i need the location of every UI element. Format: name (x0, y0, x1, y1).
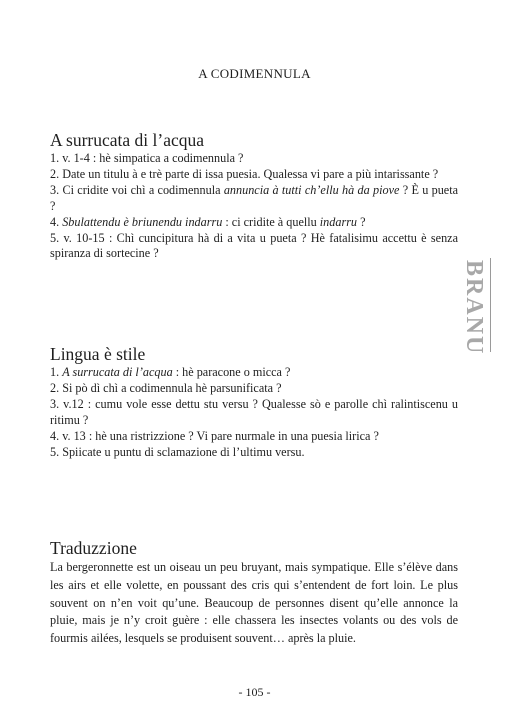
section-traduzzione (50, 538, 458, 648)
question-3: 3. v.12 : cumu vole esse dettu stu versu ? Qualesse sò e parolle chì ralintiscenu u ritimu ? (50, 396, 458, 427)
question-5: 5. Spiicate u puntu di sclamazione di l’ultimu versu. (50, 444, 305, 459)
question-4: 4. v. 13 : hè una ristrizzione ? Vi pare nurmale in una puesia lirica ? (50, 428, 379, 443)
section-heading: A surrucata di l’acqua (50, 130, 205, 150)
section-surrucata (50, 130, 458, 262)
question-4: 4. Sbulattendu è briunendu indarru : ci cridite à quellu indarru ? (50, 214, 366, 229)
page-header: A CODIMENNULA (198, 66, 311, 81)
side-tab-label: BRANU (461, 260, 487, 356)
side-tab (456, 258, 491, 356)
section-lingua-stile (50, 344, 458, 460)
question-3: 3. Ci cridite voi chì a codimennula annuncia à tutti ch’ellu hà da piove ? È u pueta ? (50, 182, 459, 213)
question-1: 1. A surrucata di l’acqua : hè paracone o micca ? (50, 365, 291, 379)
question-2: 2. Date un titulu à e trè parte di issa puesia. Qualessa vi pare a più intarissante ? (50, 166, 439, 181)
section-heading: Lingua è stile (50, 344, 146, 364)
question-2: 2. Si pò dì chì a codimennula hè parsunificata ? (50, 380, 282, 395)
section-heading: Traduzzione (50, 538, 137, 558)
question-1: 1. v. 1-4 : hè simpatica a codimennula ? (50, 151, 244, 165)
question-5: 5. v. 10-15 : Chì cuncipitura hà di a vita u pueta ? Hè fatalisimu accettu è senza spiranza di sortecine ? (50, 230, 458, 261)
page-number: - 105 - (238, 685, 271, 699)
translation-paragraph: La bergeronnette est un oiseau un peu bruyant, mais sympatique. Elle s’élève dans les airs et elle volette, en poussant des cris qui s’entendent de fort loin. Le plus souvent on n’en voit qu’une. Beaucoup de personnes disent qu’elle annonce la pluie, mais je n’y croit guère : elle chassera les insectes volants ou des vols de fourmis ailées, lesquels se produisent souvent… après la pluie. (50, 560, 458, 646)
